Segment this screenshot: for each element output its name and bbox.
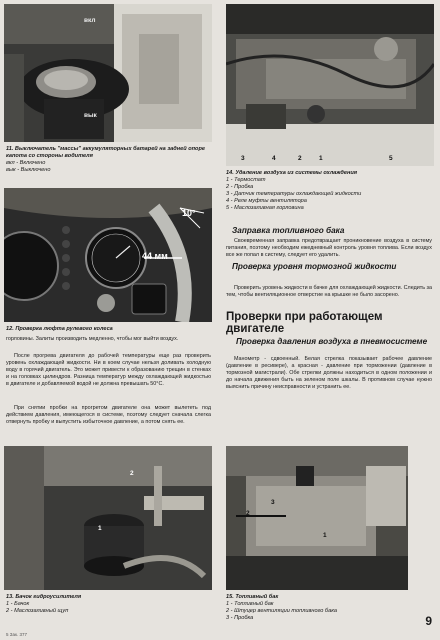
photo-battery-switch	[4, 4, 212, 142]
photo11-label-on: вкл	[84, 17, 96, 24]
photo14-item: 3 - Датчик температуры охлаждающей жидкости	[226, 191, 362, 197]
photo15-callout: 3	[271, 499, 275, 506]
fuel-text: Своевременная заправка предотвращает проникновение воздуха в систему питания, поэтому необходим ежедневный контроль уровня топлива. Если воздух все же попал в систему, следует его удалить.	[226, 238, 432, 258]
photo12-caption	[6, 326, 211, 333]
photo14-item: 1 - Термостат	[226, 177, 266, 183]
left-text-p1: горловины. Залиты производить медленно, чтобы мог выйти воздух.	[6, 336, 179, 342]
page-number: 9	[425, 614, 432, 628]
photo14-callout: 2	[298, 155, 302, 162]
photo12-angle-label: 10°	[182, 208, 196, 218]
photo14-caption	[226, 170, 434, 212]
photo14-title: 14. Удаление воздуха из системы охлаждения	[226, 170, 358, 176]
photo11-title: 11. Выключатель "массы" аккумуляторных батарей на задней опоре капота со стороны водителя	[6, 146, 205, 159]
photo11-legend-item: вкл - Включено	[6, 160, 46, 166]
photo15-caption	[226, 594, 432, 622]
fuel-heading: Заправка топливного бака	[232, 226, 345, 235]
photo13-caption	[6, 594, 211, 615]
photo-power-steering-reservoir	[4, 446, 212, 590]
photo14-callout: 5	[389, 155, 393, 162]
photo13-callout: 1	[98, 525, 102, 532]
photo13-title: 13. Бачок гидроусилителя	[6, 594, 82, 600]
photo11-legend-item: вык - Выключено	[6, 167, 51, 173]
photo13-item: 2 - Маслозаливный щуп	[6, 608, 69, 614]
photo15-item: 2 - Штуцер вентиляции топливного бака	[226, 608, 337, 614]
photo13-callout: 2	[130, 470, 134, 477]
photo15-item: 1 - Топливный бак	[226, 601, 274, 607]
photo-fuel-tank	[226, 446, 408, 590]
photo15-callout: 1	[323, 532, 327, 539]
running-heading: Проверки при работающем двигателе	[226, 311, 383, 335]
photo14-item: 5 - Маслозаливная горловина	[226, 205, 304, 211]
photo11-caption	[6, 146, 211, 174]
brake-heading: Проверка уровня тормозной жидкости	[232, 262, 397, 271]
photo11-label-off: вык	[84, 112, 97, 119]
photo15-title: 15. Топливный бак	[226, 594, 279, 600]
running-text: Манометр - сдвоенный. Белая стрелка показывает рабочее давление (давление в ресивере), а красная - давление при торможении (давление в тормозной магистрали). Обе стрелки должны находиться в одном положении и до начала движения быть на зеленом поле шкалы. В противном случае нужно выяснить причину неисправности и устранить ее.	[226, 356, 432, 390]
photo-engine-cooling	[226, 4, 434, 166]
photo12-distance-label: 44 мм	[142, 251, 168, 261]
left-text-p2: После прогрева двигателя до рабочей температуры еще раз проверить уровень охлаждающей жидкости. Ни в коем случае нельзя доливать холодную воду в горячий двигатель. Это может привести к образованию трещин в стенках и на головках цилиндров. Разница температур между охлаждающей жидкостью в двигателе и добавляемой водой не должна превышать 50°С.	[6, 353, 211, 387]
photo14-item: 2 - Пробка	[226, 184, 254, 190]
left-text-p3: При снятии пробки на прогретом двигателе она может вылететь под действием давления, имеющегося в системе, поэтому следует сначала слегка отвернуть пробку и выпустить избыточное давление, а потом снять ее.	[6, 405, 211, 425]
photo14-callout: 4	[272, 155, 276, 162]
photo-steering-play	[4, 188, 212, 322]
page-footer: 5 Зак. 377	[6, 632, 27, 637]
photo15-item: 3 - Пробка	[226, 615, 254, 621]
photo12-title: 12. Проверка люфта рулевого колеса	[6, 326, 113, 332]
photo15-callout: 2	[246, 510, 250, 517]
photo13-item: 1 - Бачок	[6, 601, 30, 607]
photo14-item: 4 - Реле муфты вентилятора	[226, 198, 307, 204]
running-subheading: Проверка давления воздуха в пневмосистеме	[236, 337, 428, 346]
brake-text: Проверить уровень жидкости в бачке для охлаждающей жидкости. Следить за тем, чтобы вентиляционное отверстие на крышке не было засорено.	[226, 285, 432, 298]
photo14-callout: 1	[319, 155, 323, 162]
photo14-callout: 3	[241, 155, 245, 162]
